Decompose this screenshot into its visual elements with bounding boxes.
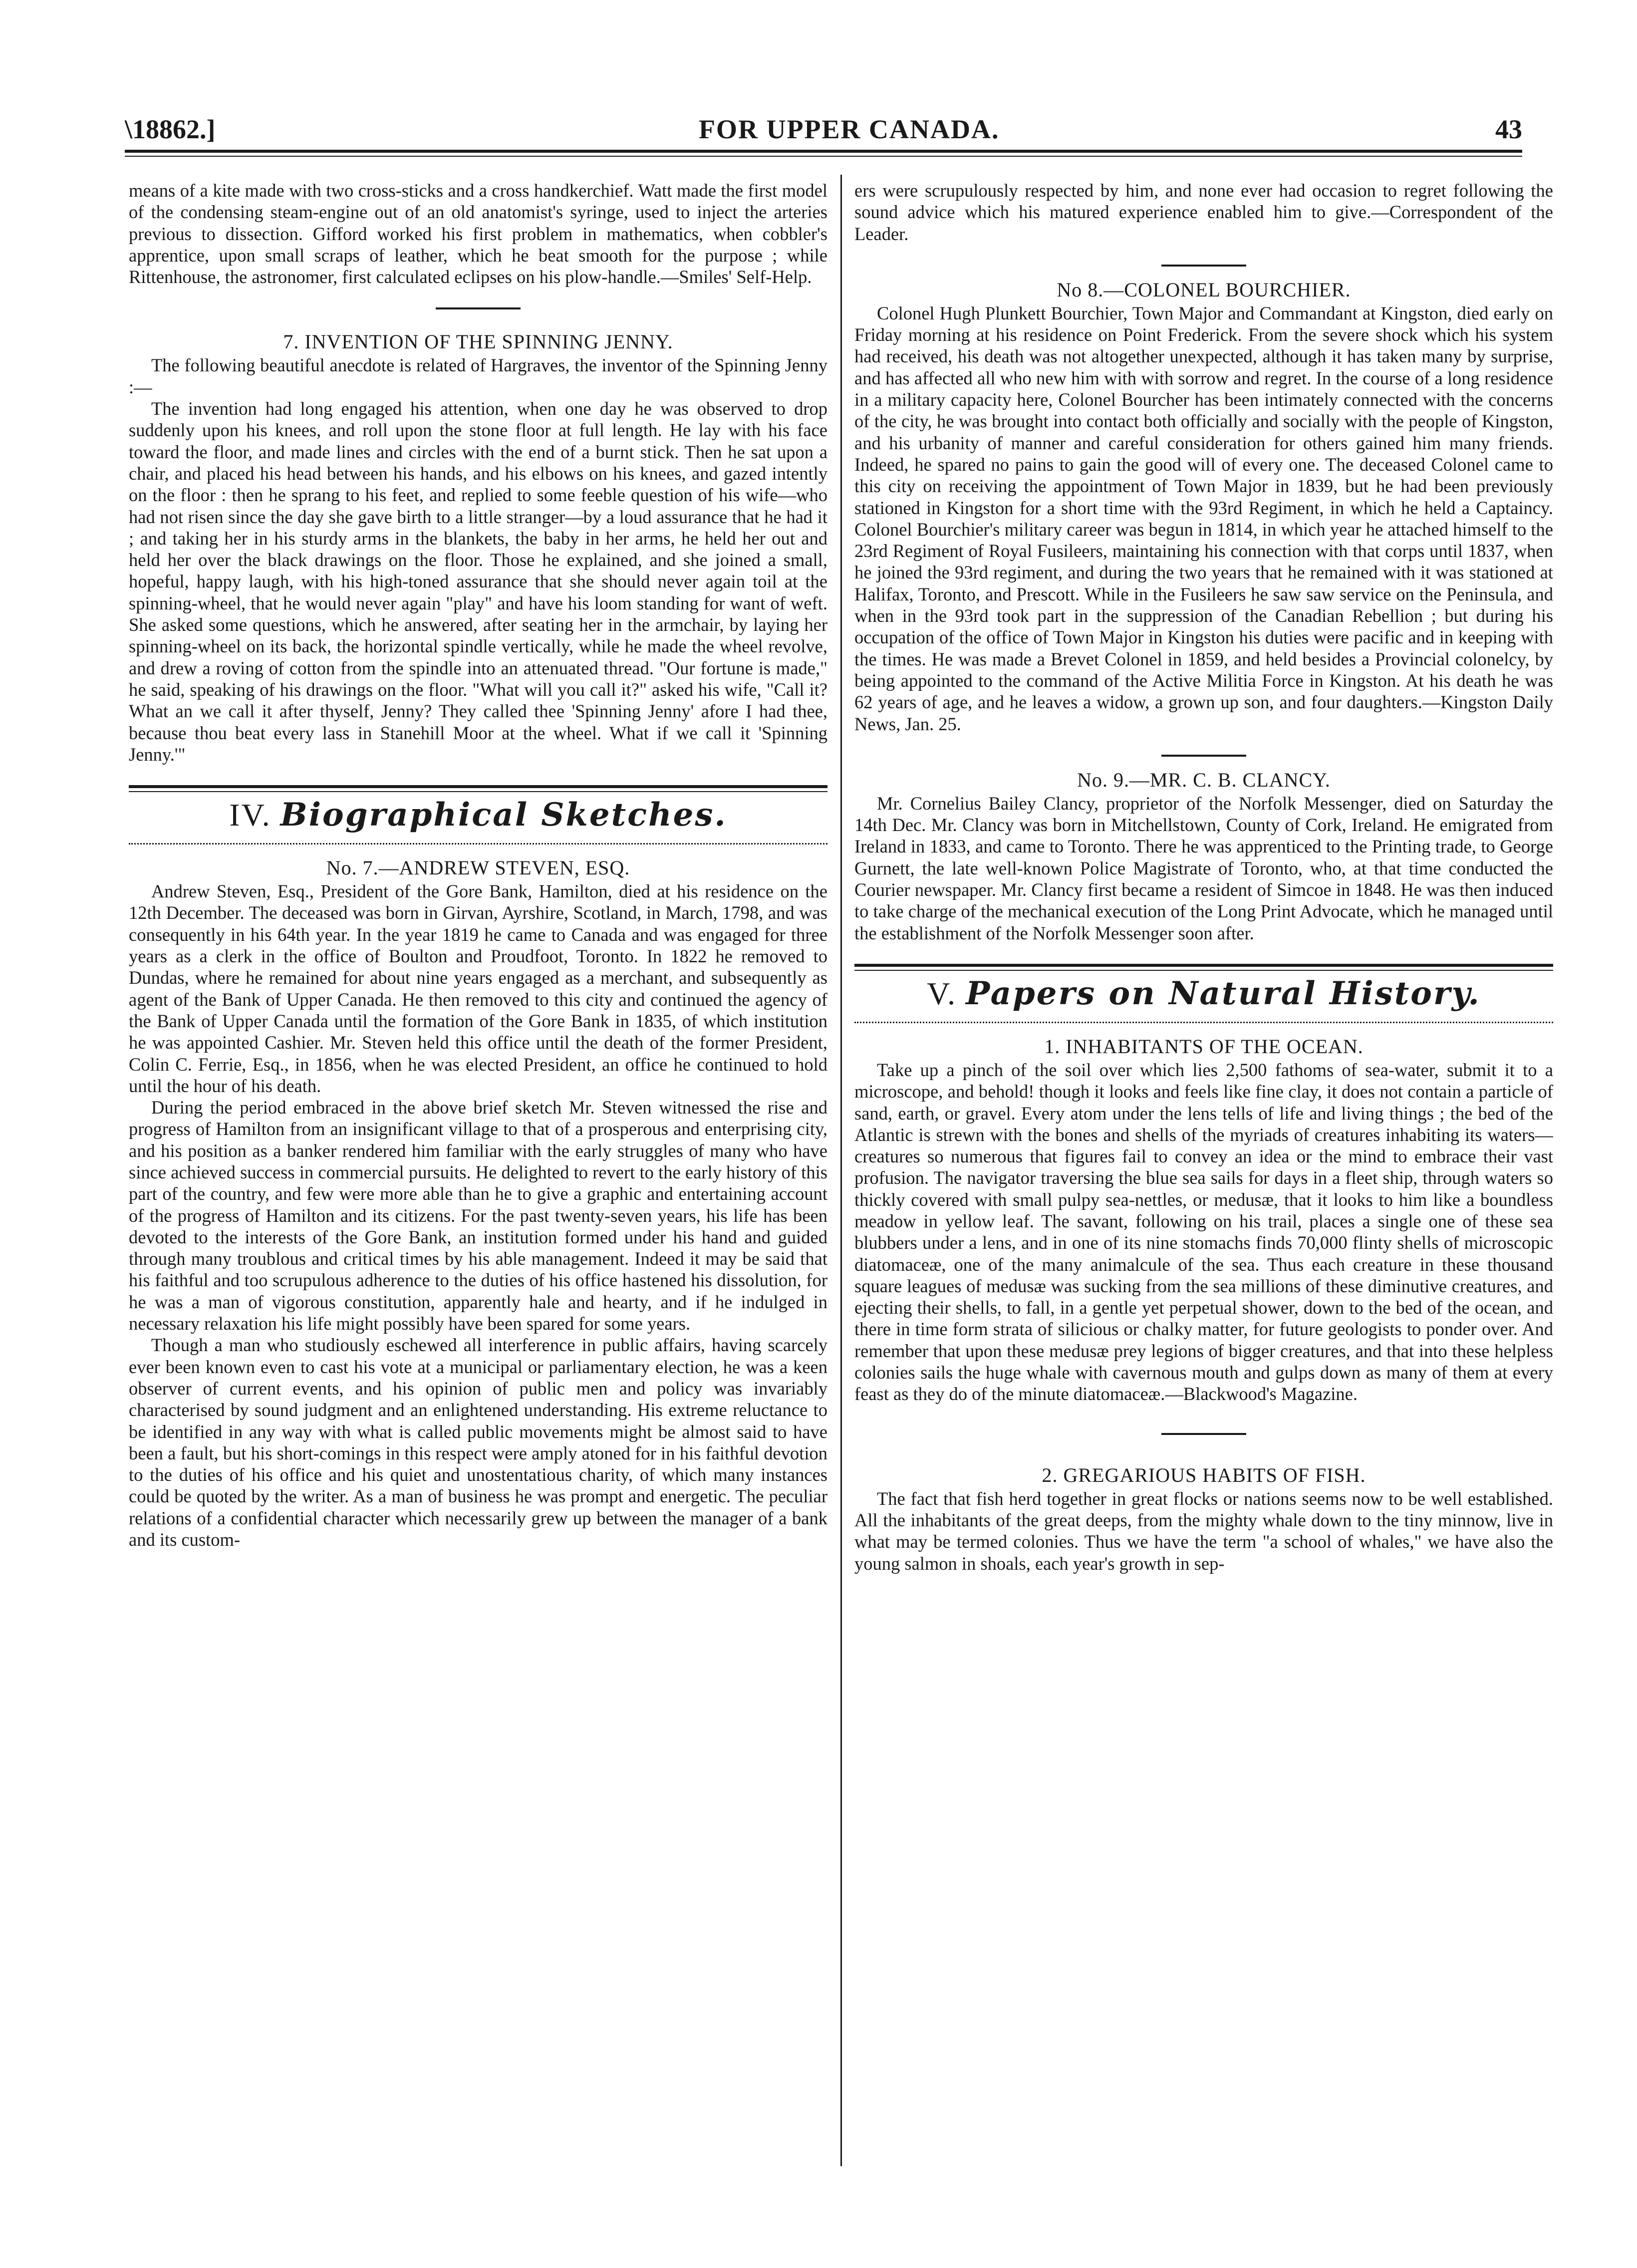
sketch-heading: No. 7.—ANDREW STEVEN, ESQ. xyxy=(326,856,630,879)
article-heading: 1. INHABITANTS OF THE OCEAN. xyxy=(1044,1035,1364,1058)
sketch-paragraph: Colonel Hugh Plunkett Bourchier, Town Major and Commandant at Kingston, died early on Friday morning at his residence on Point Frederick. From the severe shock which his system had received, his death was not altogether unexpected, although it has taken many by surprise, and has affected all who new him with with sorrow and regret. In the course of a long residence in a military capacity here, Colonel Bourcher has been intimately connected with the concerns of the city, he was brought into contact both officially and socially with the people of Kingston, and his urbanity of manner and careful consideration for others gained him many friends. Indeed, he spared no pains to gain the good will of every one. The deceased Colonel came to this city on receiving the appointment of Town Major in 1839, but he had been previously stationed in Kingston for a short time with the 93rd Regiment, in which he held a Captaincy. Colonel Bourchier's military career was begun in 1814, in which year he attached himself to the 23rd Regiment of Royal Fusileers, maintaining his connection with that corps until 1837, when he joined the 93rd regiment, and during the two years that he remained with it was stationed at Halifax, Toronto, and Prescott. While in the Fusileers he saw saw service on the Peninsula, and when in the 93rd took part in the suppression of the Canadian Rebellion ; but during his occupation of the office of Town Major in Kingston his duties were pacific and in keeping with the times. He was made a Brevet Colonel in 1859, and held besides a Provincial colonelcy, by being appointed to the command of the Active Militia Force in Kingston. At his death he was 62 years of age, and he leaves a widow, a grown up son, and four daughters.—Kingston Daily News, Jan. 25. xyxy=(854,302,1553,734)
article-paragraph: The invention had long engaged his attention, when one day he was observed to drop suddenly upon his knees, and roll upon the stone floor at full length. He lay with his face toward the floor, and made lines and circles with the end of a burnt stick. Then he sat upon a chair, and placed his head between his hands, and his elbows on his knees, and gazed intently on the floor : then he sprang to his feet, and replied to some feeble question of his wife—who had not risen since the day she gave birth to a little stranger—by a loud assurance that he had it ; and taking her in his sturdy arms in the blankets, the baby in her arms, he held her out and held her over the black drawings on the floor. Those he explained, and she joined a small, hopeful, happy laugh, with his high-toned assurance that she should never again toil at the spinning-wheel, that he would never again "play" and have his loom standing for want of weft. She asked some questions, which he answered, after seating her in the armchair, by laying her spinning-wheel on its back, the horizontal spindle vertically, while he made the wheel revolve, and drew a roving of cotton from the spindle into an attenuated thread. "Our fortune is made," he said, speaking of his drawings on the floor. "What will you call it?" asked his wife, "Call it? What an we call it after thyself, Jenny? They called thee 'Spinning Jenny' afore I had thee, because thou beat every lass in Stanehill Moor at the wheel. What if we call it 'Spinning Jenny.'" xyxy=(129,398,827,765)
sketch-paragraph: During the period embraced in the above brief sketch Mr. Steven witnessed the rise and progress of Hamilton from an insignificant village to that of a prosperous and enterprising city, and his position as a banker rendered him familiar with the early struggles of many who have since achieved success in commercial pursuits. He delighted to revert to the early history of this part of the country, and few were more able than he to give a graphic and entertaining account of the progress of Hamilton and its citizens. For the past twenty-seven years, his life has been devoted to the interests of the Gore Bank, an institution formed under his hand and guided through many troublous and critical times by his able management. Indeed it may be said that his faithful and too scrupulous adherence to the duties of his office hastened his dissolution, for he was a man of vigorous constitution, apparently hale and hearty, and if he indulged in necessary relaxation his life might possibly have been spared for some years. xyxy=(129,1097,827,1334)
sketch-heading: No 8.—COLONEL BOURCHIER. xyxy=(1057,278,1351,301)
section-title: IV. Biographical Sketches. xyxy=(229,796,727,834)
section-banner xyxy=(854,964,1553,1023)
section-wavy-rule xyxy=(854,1017,1553,1023)
right-column xyxy=(854,180,1553,2171)
section-wavy-rule xyxy=(129,838,827,845)
article-paragraph: Take up a pinch of the soil over which lies 2,500 fathoms of sea-water, submit it to a microscope, and behold! though it looks and feels like fine clay, it does not contain a particle of sand, earth, or gravel. Every atom under the lens tells of life and living things ; the bed of the Atlantic is strewn with the bones and shells of the myriads of creatures inhabiting its waters—creatures so numerous that figures fail to convey an idea or the mind to embrace their vast profusion. The navigator traversing the blue sea sails for days in a fleet ship, through waters so thickly covered with small pulpy sea-nettles, or medusæ, that it looks to him like a boundless meadow in yellow leaf. The savant, following on his trail, places a single one of these sea blubbers under a lens, and in one of its nine stomachs finds 70,000 flinty shells of microscopic diatomaceæ, one of the many animalcule of the sea. Thus each creature in these thousand square leagues of medusæ was sucking from the sea millions of these diminutive creatures, and ejecting their shells, to fall, in a gentle yet perpetual shower, down to the bed of the ocean, and there in time form strata of silicious or chalky matter, for future geologists to ponder over. And remember that upon these medusæ prey legions of bigger creatures, and that into these helpless colonies sails the huge whale with cavernous mouth and gulps down as many of them at every feast as they do of the minute diatomaceæ.—Blackwood's Magazine. xyxy=(854,1059,1553,1405)
page-number: 43 xyxy=(1495,114,1522,144)
running-header xyxy=(125,114,1522,149)
sketch-paragraph: Andrew Steven, Esq., President of the Gore Bank, Hamilton, died at his residence on the 12th December. The deceased was born in Girvan, Ayrshire, Scotland, in March, 1798, and was consequently in his 64th year. In the year 1819 he came to Canada and was engaged for three years as a clerk in the office of Boulton and Proudfoot, Toronto. In 1822 he removed to Dundas, where he remained for about nine years engaged as a merchant, and subsequently as agent of the Bank of Upper Canada. He then removed to this city and continued the agency of the Bank of Upper Canada until the formation of the Gore Bank in 1835, of which institution he was appointed Cashier. Mr. Steven held this office until the death of the former President, Colin C. Ferrie, Esq., in 1856, when he was elected President, an office he continued to hold until the hour of his death. xyxy=(129,881,827,1096)
sketch-paragraph: Mr. Cornelius Bailey Clancy, proprietor of the Norfolk Messenger, died on Saturday the 14th Dec. Mr. Clancy was born in Mitchellstown, County of Cork, Ireland. He emigrated from Ireland in 1833, and came to Toronto. There he was apprenticed to the Printing trade, to George Gurnett, the late well-known Police Magistrate of Toronto, who, at that time conducted the Courier newspaper. Mr. Clancy first became a resident of Simcoe in 1848. He was then induced to take charge of the mechanical execution of the Long Print Advocate, which he managed until the establishment of the Norfolk Messenger soon after. xyxy=(854,793,1553,943)
intro-paragraph: means of a kite made with two cross-sticks and a cross handkerchief. Watt made the first model of the condensing steam-engine out of an old anatomist's syringe, used to inject the arteries previous to dissection. Gifford worked his first problem in mathematics, when cobbler's apprentice, upon small scraps of leather, which he beat smooth for the purpose ; while Rittenhouse, the astronomer, first calculated eclipses on his plow-handle.—Smiles' Self-Help. xyxy=(129,180,827,287)
article-heading: 7. INVENTION OF THE SPINNING JENNY. xyxy=(283,330,673,353)
section-banner xyxy=(129,785,827,845)
header-rule-thin xyxy=(125,156,1522,157)
section-title: V. Papers on Natural History. xyxy=(927,974,1481,1012)
sketch-heading: No. 9.—MR. C. B. CLANCY. xyxy=(1077,768,1331,791)
column-divider xyxy=(840,175,842,2166)
continued-paragraph: ers were scrupulously respected by him, and none ever had occasion to regret following the sound advice which his matured experience enabled him to give.—Correspondent of the Leader. xyxy=(854,180,1553,244)
article-heading: 2. GREGARIOUS HABITS OF FISH. xyxy=(1042,1463,1366,1486)
sketch-paragraph: Though a man who studiously eschewed all interference in public affairs, having scarcely ever been known even to cast his vote at a municipal or parliamentary election, he was a keen observer of current events, and his opinion of public men and policy was invariably characterised by sound judgment and an enlightened understanding. His extreme reluctance to be identified in any way with what is called public movements might be almost said to have been a fault, but his short-comings in this respect were amply atoned for in his faithful devotion to the duties of his office and his quiet and unostentatious charity, of which many instances could be quoted by the writer. As a man of business he was prompt and energetic. The peculiar relations of a confidential character which necessarily grew up between the manager of a bank and its custom- xyxy=(129,1335,827,1550)
left-column xyxy=(129,180,827,2171)
header-rule xyxy=(125,150,1522,153)
issue-number: \18862.] xyxy=(125,114,216,144)
publication-title: FOR UPPER CANADA. xyxy=(699,114,1000,144)
article-paragraph: The following beautiful anecdote is related of Hargraves, the inventor of the Spinning Jenny :— xyxy=(129,355,827,397)
article-paragraph: The fact that fish herd together in great flocks or nations seems now to be well established. All the inhabitants of the great deeps, from the mighty whale down to the tiny minnow, live in what may be termed colonies. Thus we have the term "a school of whales," we have also the young salmon in shoals, each year's growth in sep- xyxy=(854,1488,1553,1574)
